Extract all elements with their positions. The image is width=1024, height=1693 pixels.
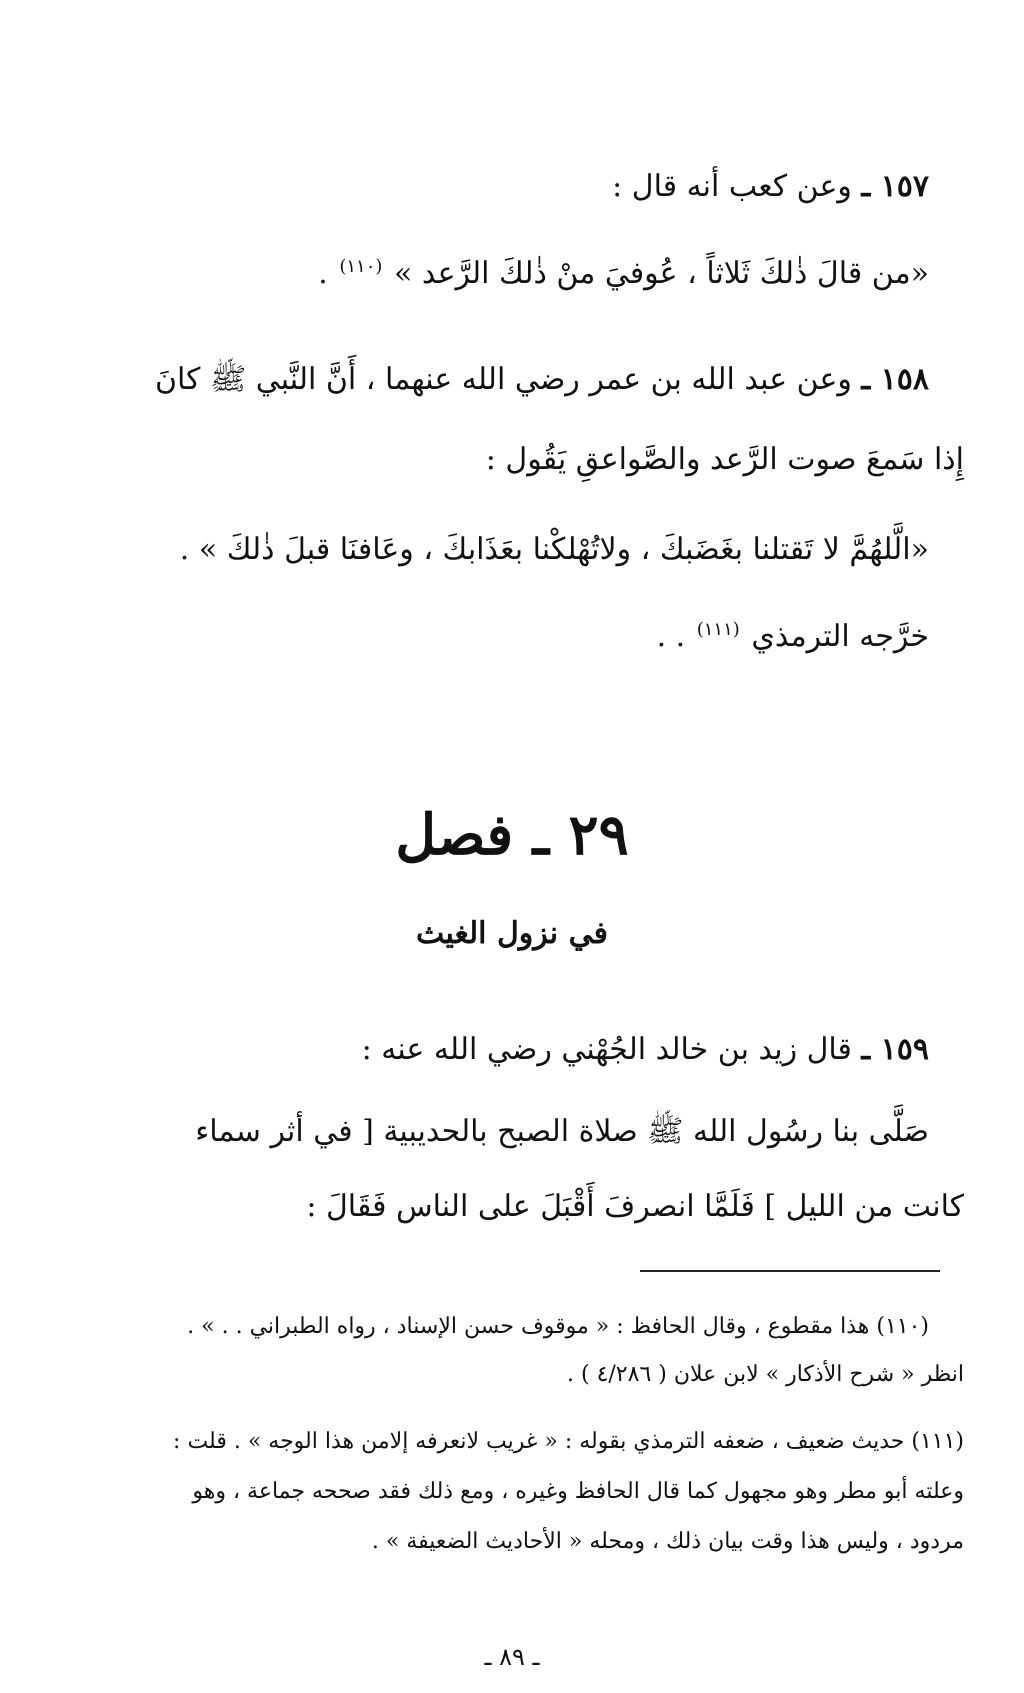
footnote-111-line-1: (١١١) حديث ضعيف ، ضعفه الترمذي بقوله : « غريب لانعرفه إلامن هذا الوجه » . قلت : <box>173 1429 964 1454</box>
hadith-159-text-3: كانت من الليل ] فَلَمَّا انصرفَ أَقْبَلَ على الناس فَقَالَ : <box>306 1189 964 1224</box>
hadith-157-quote-line <box>318 245 929 296</box>
hadith-157-quote: «من قالَ ذٰلكَ ثَلاثاً ، عُوفيَ منْ ذٰلكَ الرَّعد » <box>393 256 929 291</box>
hadith-157-end: . <box>318 256 328 291</box>
footnote-separator <box>640 1270 940 1272</box>
footnote-ref-111: (١١١) <box>696 619 740 640</box>
hadith-159-line-2 <box>195 1110 929 1154</box>
hadith-158-source: خرَّجه الترمذي <box>751 619 929 654</box>
hadith-158-quote-line <box>180 528 929 572</box>
hadith-157-intro: وعن كعب أنه قال : <box>612 169 852 204</box>
hadith-157-intro-line <box>612 165 929 209</box>
hadith-158-text-1: وعن عبد الله بن عمر رضي الله عنهما ، أَنَّ النَّبي ﷺ كانَ <box>154 362 852 397</box>
section-title: ٢٩ ـ فصل <box>395 802 629 868</box>
hadith-158-source-line <box>657 608 929 659</box>
hadith-159-line-3 <box>306 1185 964 1229</box>
hadith-158-number: ١٥٨ ـ <box>861 362 929 397</box>
hadith-159-text-1: قال زيد بن خالد الجُهْني رضي الله عنه : <box>361 1032 852 1067</box>
page-number: ـ ٨٩ ـ <box>484 1643 540 1671</box>
hadith-159-number: ١٥٩ ـ <box>861 1032 929 1067</box>
footnote-110-line-1: (١١٠) هذا مقطوع ، وقال الحافظ : « موقوف حسن الإسناد ، رواه الطبراني . . » . <box>187 1314 929 1339</box>
hadith-157-number: ١٥٧ ـ <box>861 169 929 204</box>
section-subtitle: في نزول الغيث <box>416 916 608 951</box>
hadith-158-line-2 <box>486 438 964 482</box>
footnote-110-line-2: انظر « شرح الأذكار » لابن علان ( ٤/٢٨٦ ) . <box>567 1362 964 1387</box>
hadith-159-text-2: صَلَّى بنا رسُول الله ﷺ صلاة الصبح بالحديبية [ في أثر سماء <box>195 1114 929 1149</box>
hadith-158-line-1 <box>155 358 929 402</box>
footnote-111-line-2: وعلته أبو مطر وهو مجهول كما قال الحافظ وغيره ، ومع ذلك فقد صححه جماعة ، وهو <box>192 1479 964 1504</box>
hadith-158-quote: «الَّلهُمَّ لا تَقتلنا بغَضَبكَ ، ولاتُهْلكْنا بعَذَابكَ ، وعَافنَا قبلَ ذٰلكَ » . <box>179 532 929 567</box>
footnote-ref-110: (١١٠) <box>339 256 383 277</box>
hadith-159-line-1 <box>362 1028 929 1072</box>
hadith-158-end: . . <box>656 619 686 654</box>
hadith-158-text-2: إِذا سَمعَ صوت الرَّعد والصَّواعقِ يَقُول : <box>485 442 964 477</box>
footnote-111-line-3: مردود ، وليس هذا وقت بيان ذلك ، ومحله « الأحاديث الضعيفة » . <box>371 1529 964 1554</box>
